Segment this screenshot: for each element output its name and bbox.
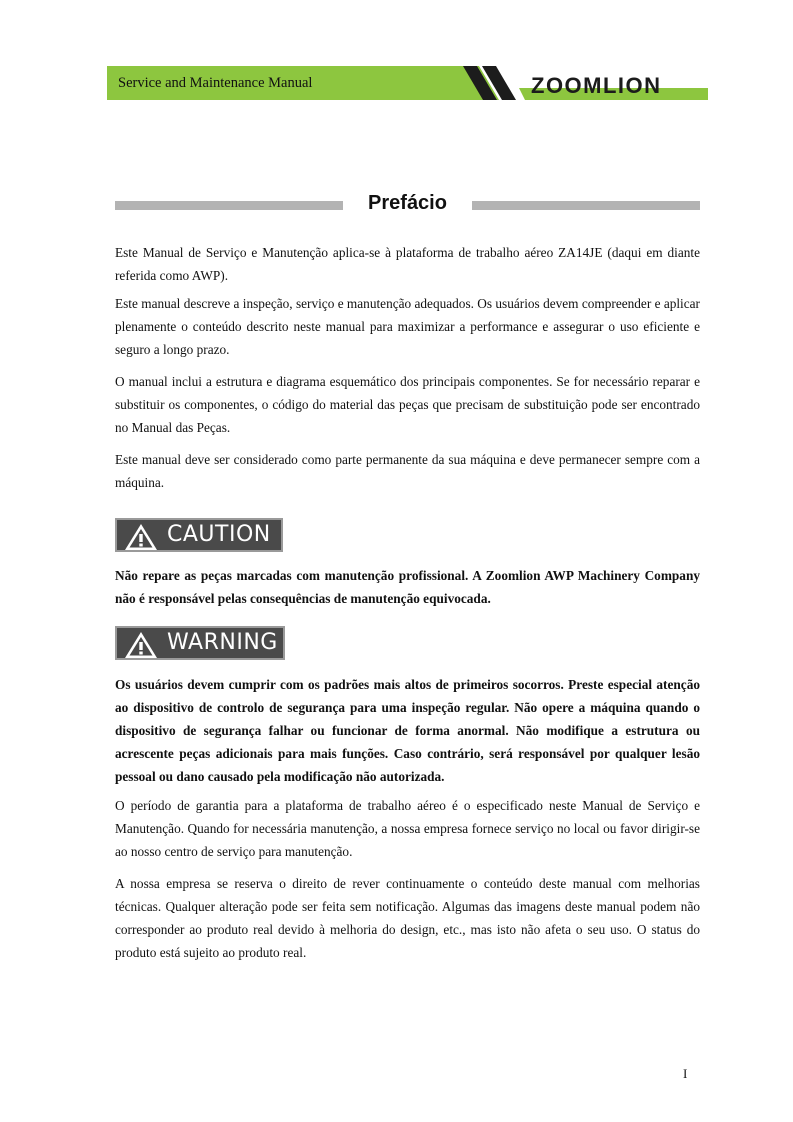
page-header	[107, 66, 708, 100]
warning-text: Os usuários devem cumprir com os padrões mais altos de primeiros socorros. Preste especial atenção ao dispositivo de controlo de segurança para uma inspeção regular. Não opere a máquina quando o dispositivo de segurança falhar ou funcionar de forma anormal. Não modifique a estrutura ou acrescente peças adicionais para mais funções. Caso contrário, será responsável por qualquer lesão pessoal ou dano causado pela modificação não autorizada.	[115, 677, 700, 784]
zoomlion-logo: ZOOMLION	[531, 73, 662, 98]
warning-label: WARNING	[167, 630, 278, 655]
caution-label: CAUTION	[167, 522, 271, 547]
caution-text: Não repare as peças marcadas com manutenção profissional. A Zoomlion AWP Machinery Company não é responsável pelas consequências de manutenção equivocada.	[115, 568, 700, 606]
paragraph-1: Este Manual de Serviço e Manutenção aplica-se à plataforma de trabalho aéreo ZA14JE (daqui em diante referida como AWP).	[115, 245, 700, 283]
section-title-row	[115, 192, 700, 218]
paragraph-5: O período de garantia para a plataforma de trabalho aéreo é o especificado neste Manual de Serviço e Manutenção. Quando for necessária manutenção, a nossa empresa fornece serviço no local ou favor dirigir-se ao nosso centro de serviço para manutenção.	[115, 798, 700, 859]
page-title: Prefácio	[368, 192, 447, 214]
caution-badge	[115, 518, 283, 552]
warning-triangle-icon	[124, 631, 158, 659]
title-divider-right	[472, 201, 700, 210]
page-number: I	[683, 1066, 688, 1081]
manual-title: Service and Maintenance Manual	[118, 75, 313, 91]
paragraph-2: Este manual descreve a inspeção, serviço e manutenção adequados. Os usuários devem compreender e aplicar plenamente o conteúdo descrito neste manual para maximizar a performance e assegurar o uso eficiente e seguro a longo prazo.	[115, 296, 700, 357]
paragraph-3: O manual inclui a estrutura e diagrama esquemático dos principais componentes. Se for necessário reparar e substituir os componentes, o código do material das peças que precisam de substituição pode ser encontrado no Manual das Peças.	[115, 374, 700, 435]
paragraph-4: Este manual deve ser considerado como parte permanente da sua máquina e deve permanecer sempre com a máquina.	[115, 452, 700, 490]
warning-triangle-icon	[124, 523, 158, 551]
warning-badge	[115, 626, 285, 660]
paragraph-6: A nossa empresa se reserva o direito de rever continuamente o conteúdo deste manual com melhorias técnicas. Qualquer alteração pode ser feita sem notificação. Algumas das imagens deste manual podem não corresponder ao produto real devido à melhoria do design, etc., mas isto não afeta o seu uso. O status do produto está sujeito ao produto real.	[115, 876, 700, 960]
